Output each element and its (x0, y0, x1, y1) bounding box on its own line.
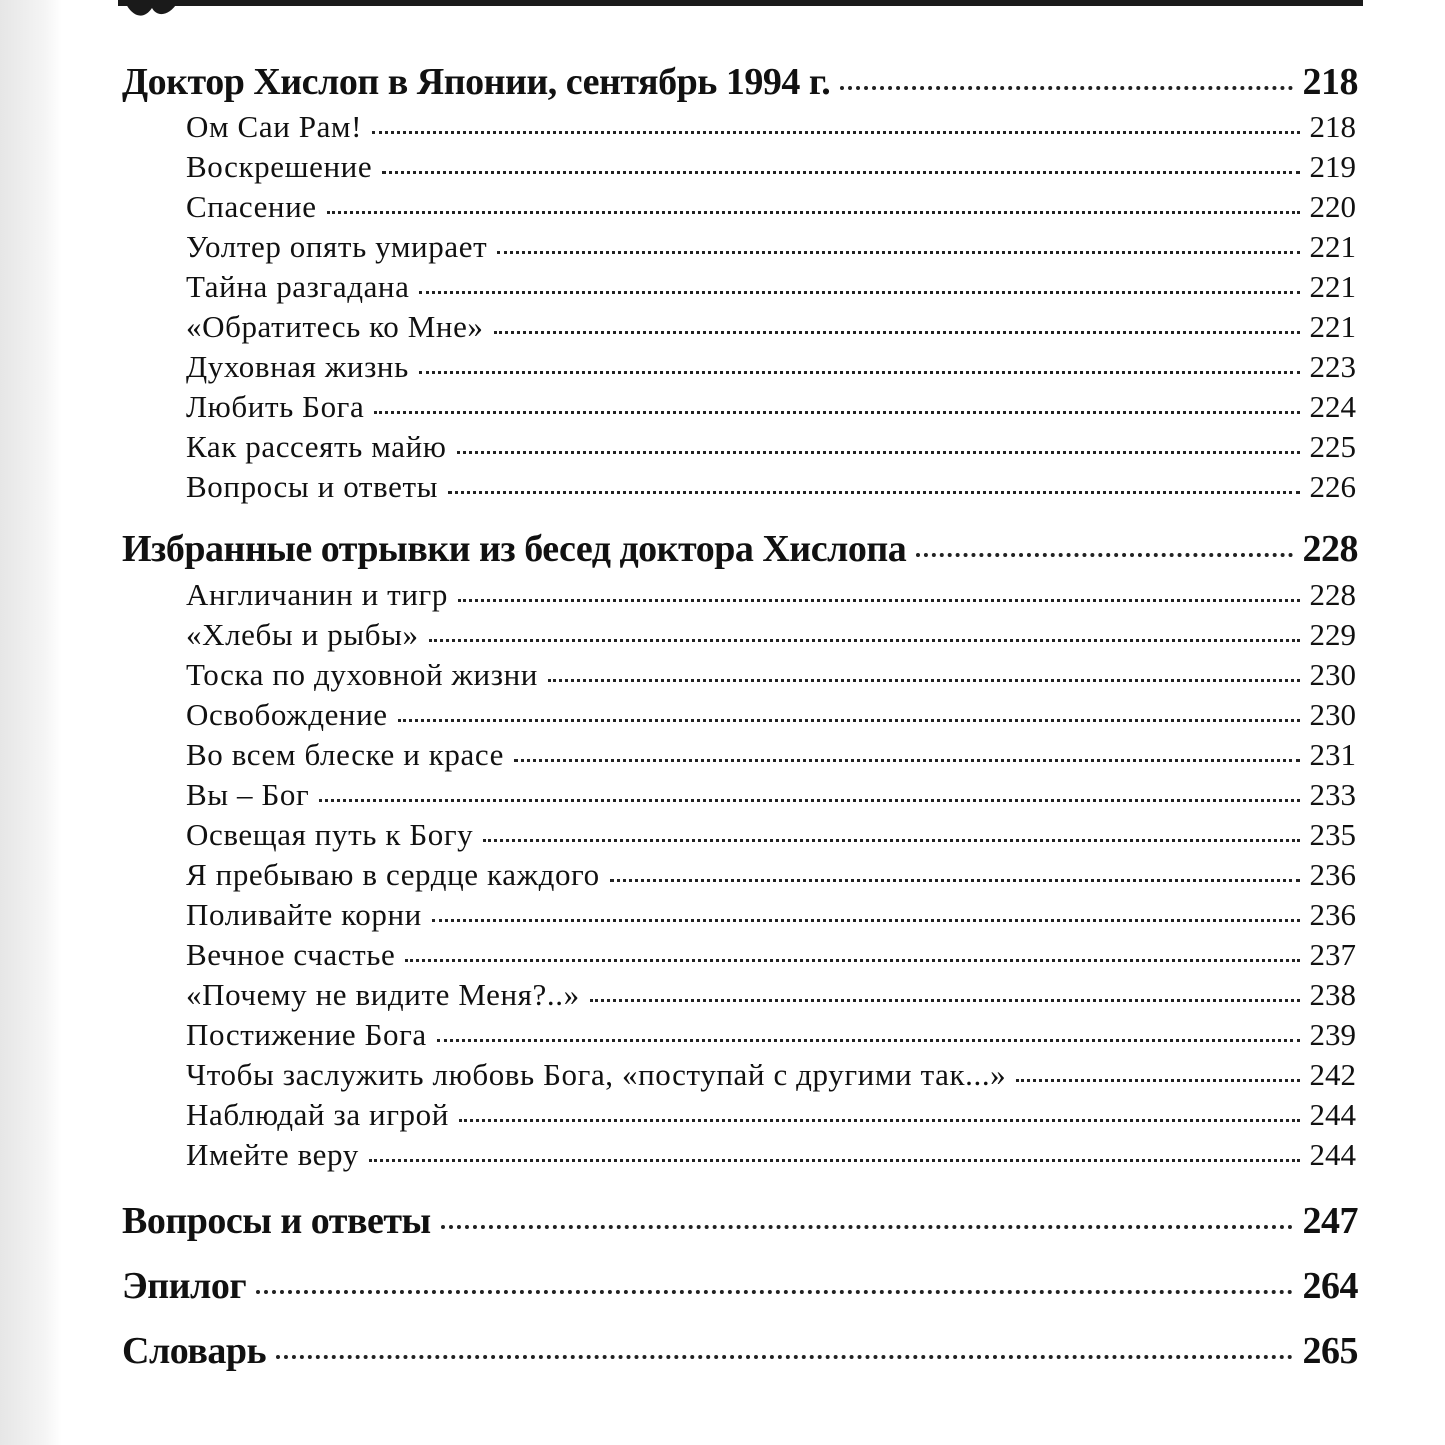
toc-entry-title: Вопросы и ответы (186, 469, 439, 504)
toc-page-number: 221 (1309, 269, 1356, 304)
dot-leader (398, 719, 1300, 722)
toc-entry[interactable] (186, 937, 1356, 973)
toc-section[interactable] (122, 527, 1358, 571)
dot-leader (458, 599, 1300, 602)
toc-entry[interactable] (186, 657, 1356, 693)
toc-entry[interactable] (186, 577, 1356, 613)
dot-leader (437, 1039, 1300, 1042)
dot-leader (256, 1290, 1292, 1294)
dot-leader (369, 1159, 1300, 1162)
toc-entry-title: Как рассеять майю (186, 429, 447, 464)
toc-page-number: 224 (1309, 389, 1356, 424)
toc-entry[interactable] (186, 1097, 1356, 1133)
dot-leader (497, 251, 1299, 254)
toc-page-number: 236 (1309, 897, 1356, 932)
toc-entry[interactable] (186, 309, 1356, 345)
dot-leader (372, 131, 1299, 134)
toc-page-number: 228 (1309, 577, 1356, 612)
dot-leader (405, 959, 1299, 962)
toc-entry[interactable] (186, 697, 1356, 733)
toc-entry[interactable] (186, 189, 1356, 225)
toc-entry[interactable] (186, 389, 1356, 425)
toc-entry-title: Во всем блеске и красе (186, 737, 504, 772)
toc-page-number: 231 (1309, 737, 1356, 772)
toc-page-number: 228 (1302, 528, 1358, 570)
toc-section[interactable] (122, 1329, 1358, 1373)
toc-page-number: 244 (1309, 1137, 1356, 1172)
toc-entry[interactable] (186, 269, 1356, 305)
dot-leader (514, 759, 1300, 762)
toc-section-title: Эпилог (122, 1265, 247, 1307)
toc-entry-title: Чтобы заслужить любовь Бога, «поступай с другими так...» (186, 1057, 1007, 1092)
dot-leader (319, 799, 1299, 802)
dot-leader (916, 553, 1292, 557)
toc-section-title: Избранные отрывки из бесед доктора Хислопа (122, 528, 907, 570)
dot-leader (610, 879, 1300, 882)
toc-page-number: 220 (1309, 189, 1356, 224)
toc-entry[interactable] (186, 429, 1356, 465)
toc-entry-title: Поливайте корни (186, 897, 422, 932)
dot-leader (276, 1355, 1292, 1359)
toc-entry-title: «Обратитесь ко Мне» (186, 309, 484, 344)
toc-entry[interactable] (186, 1017, 1356, 1053)
dot-leader (457, 451, 1300, 454)
dot-leader (459, 1119, 1300, 1122)
toc-entry[interactable] (186, 109, 1356, 145)
toc-page-number: 236 (1309, 857, 1356, 892)
toc-entry[interactable] (186, 469, 1356, 505)
toc-entry-title: Ом Саи Рам! (186, 109, 363, 144)
dot-leader (1016, 1079, 1299, 1082)
toc-page-number: 265 (1302, 1330, 1358, 1372)
toc-entry-title: Духовная жизнь (186, 349, 409, 384)
toc-entry[interactable] (186, 617, 1356, 653)
dot-leader (494, 331, 1300, 334)
toc-page-number: 230 (1309, 657, 1356, 692)
toc-entry[interactable] (186, 737, 1356, 773)
toc-entry-title: Спасение (186, 189, 317, 224)
toc-entry[interactable] (186, 1057, 1356, 1093)
toc-entry-title: Освобождение (186, 697, 388, 732)
toc-entry-title: Любить Бога (186, 389, 365, 424)
toc-section-title: Доктор Хислоп в Японии, сентябрь 1994 г. (122, 61, 831, 103)
dot-leader (840, 86, 1292, 90)
toc-page-number: 239 (1309, 1017, 1356, 1052)
toc-entry-title: Имейте веру (186, 1137, 359, 1172)
toc-entry-title: Уолтер опять умирает (186, 229, 488, 264)
toc-page-number: 235 (1309, 817, 1356, 852)
toc-page-number: 244 (1309, 1097, 1356, 1132)
toc-entry-title: Тайна разгадана (186, 269, 410, 304)
dot-leader (448, 491, 1299, 494)
dot-leader (483, 839, 1299, 842)
toc-section-title: Словарь (122, 1330, 267, 1372)
toc-section[interactable] (122, 1264, 1358, 1308)
toc-entry-title: Тоска по духовной жизни (186, 657, 538, 692)
dot-leader (419, 291, 1299, 294)
toc-entry-title: Постижение Бога (186, 1017, 427, 1052)
toc-entry-title: Вечное счастье (186, 937, 396, 972)
dot-leader (432, 919, 1300, 922)
toc-entry-title: Англичанин и тигр (186, 577, 448, 612)
toc-entry-title: Освещая путь к Богу (186, 817, 474, 852)
dot-leader (429, 639, 1300, 642)
toc-section[interactable] (122, 1199, 1358, 1243)
dot-leader (382, 171, 1299, 174)
toc-entry[interactable] (186, 977, 1356, 1013)
toc-page-number: 233 (1309, 777, 1356, 812)
toc-entry-title: Наблюдай за игрой (186, 1097, 449, 1132)
toc-entry-title: «Почему не видите Меня?..» (186, 977, 580, 1012)
toc-entry-title: Воскрешение (186, 149, 373, 184)
toc-section-title: Вопросы и ответы (122, 1200, 431, 1242)
toc-page-number: 218 (1302, 61, 1358, 103)
toc-page-number: 221 (1309, 309, 1356, 344)
toc-page-number: 218 (1309, 109, 1356, 144)
toc-page-number: 225 (1309, 429, 1356, 464)
toc-page-number: 237 (1309, 937, 1356, 972)
dot-leader (419, 371, 1300, 374)
toc-page-number: 264 (1302, 1265, 1358, 1307)
toc-entry[interactable] (186, 777, 1356, 813)
dot-leader (548, 679, 1300, 682)
toc-page-number: 229 (1309, 617, 1356, 652)
toc-entry[interactable] (186, 817, 1356, 853)
toc-entry[interactable] (186, 1137, 1356, 1173)
toc-page-number: 247 (1302, 1200, 1358, 1242)
toc-page-number: 223 (1309, 349, 1356, 384)
toc-entry-title: Я пребываю в сердце каждого (186, 857, 600, 892)
toc-page-number: 238 (1309, 977, 1356, 1012)
toc-page-number: 226 (1309, 469, 1356, 504)
toc-entry[interactable] (186, 149, 1356, 185)
dot-leader (374, 411, 1299, 414)
toc-page-number: 221 (1309, 229, 1356, 264)
toc-entry[interactable] (186, 349, 1356, 385)
toc-entry[interactable] (186, 897, 1356, 933)
toc-section[interactable] (122, 60, 1358, 104)
toc-page-number: 219 (1309, 149, 1356, 184)
toc-entry-title: «Хлебы и рыбы» (186, 617, 419, 652)
toc-entry[interactable] (186, 857, 1356, 893)
toc-entry[interactable] (186, 229, 1356, 265)
toc-entry-title: Вы – Бог (186, 777, 310, 812)
toc-page-number: 242 (1309, 1057, 1356, 1092)
dot-leader (441, 1225, 1293, 1229)
toc-page-number: 230 (1309, 697, 1356, 732)
dot-leader (590, 999, 1300, 1002)
dot-leader (327, 211, 1300, 214)
